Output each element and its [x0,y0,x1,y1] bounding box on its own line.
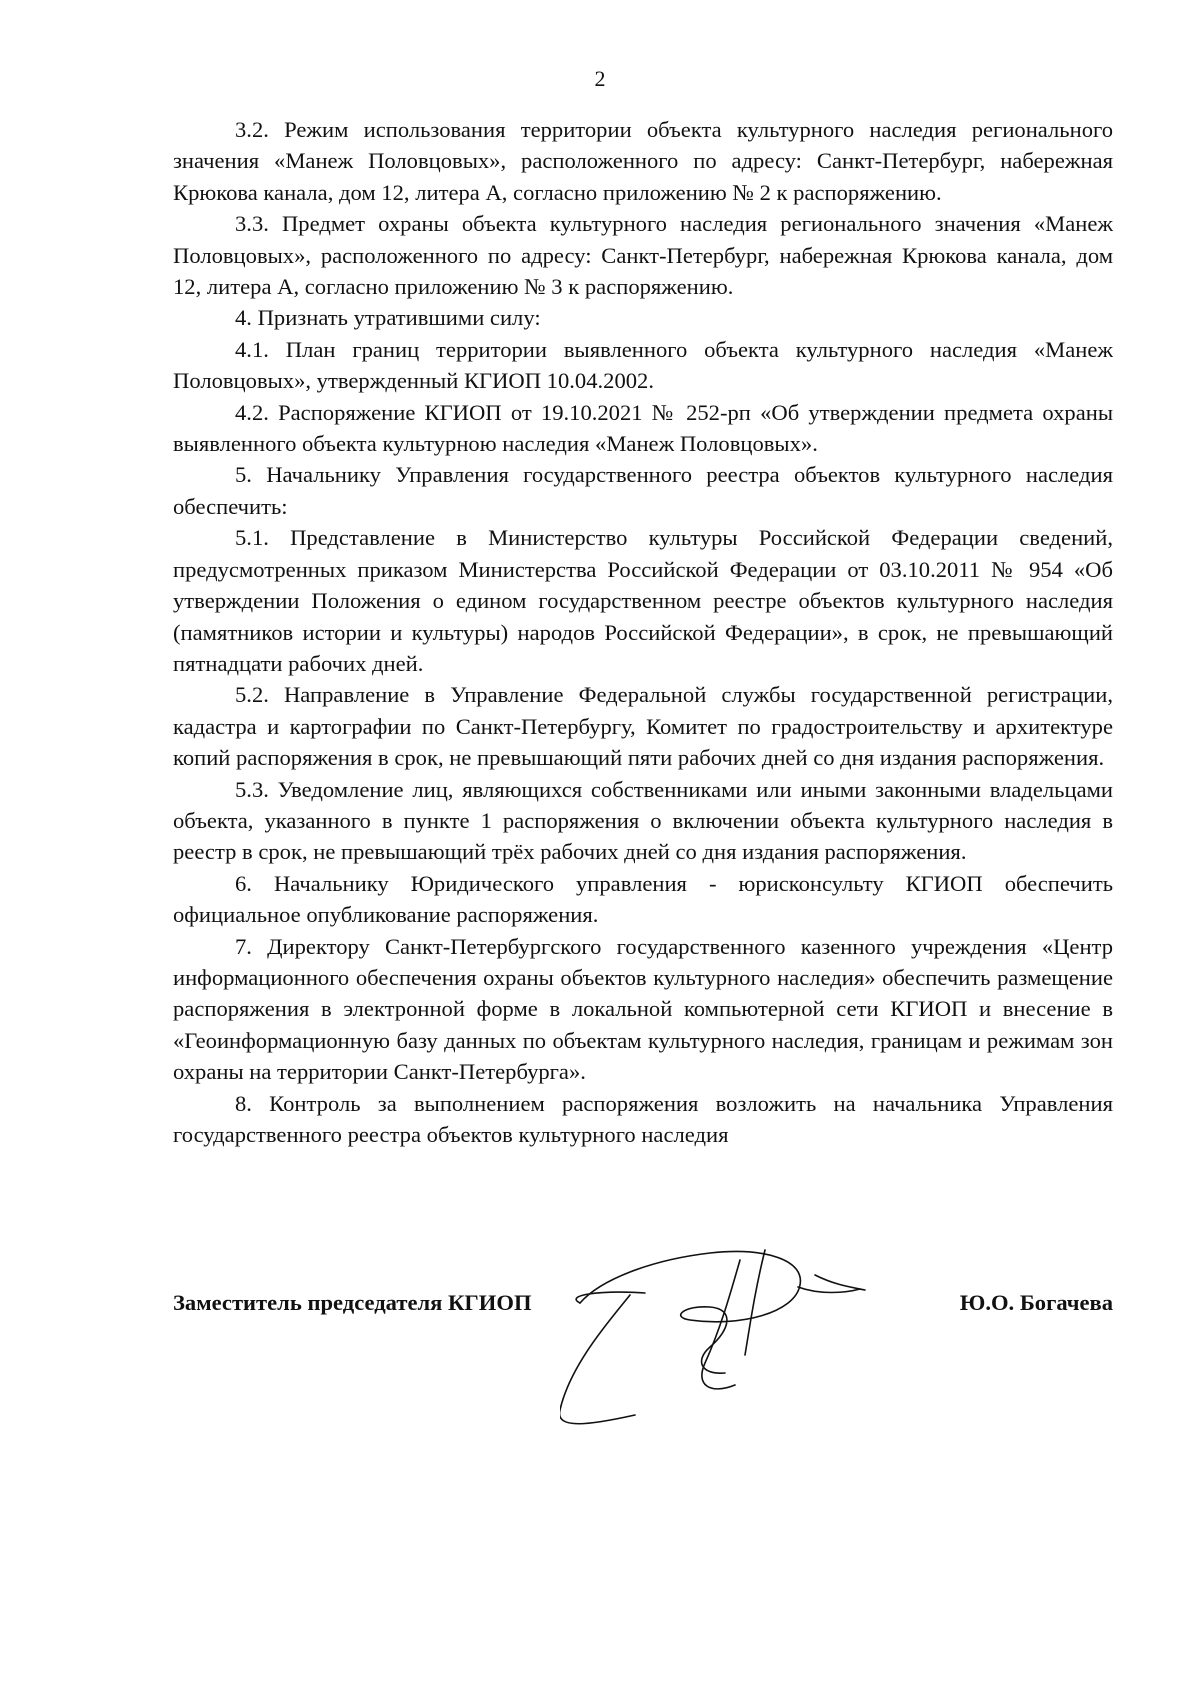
paragraph-5: 5. Начальнику Управления государственного реестра объектов культурного наследия обеспечить: [173,462,1113,519]
signatory-position: Заместитель председателя КГИОП [173,1290,532,1315]
paragraph-8: 8. Контроль за выполнением распоряжения возложить на начальника Управления государственного реестра объектов культурного наследия [173,1090,1113,1147]
handwritten-signature [560,1235,920,1445]
paragraph-5-3: 5.3. Уведомление лиц, являющихся собственниками или иными законными владельцами объекта, указанного в пункте 1 распоряжения о включении объекта культурного наследия в реестр в срок, не превышающий трёх рабочих дней со дня издания распоряжения. [173,776,1113,865]
paragraph-5-2: 5.2. Направление в Управление Федеральной службы государственной регистрации, кадастра и картографии по Санкт-Петербургу, Комитет по градостроительству и архитектуре копий распоряжения в срок, не превышающий пяти рабочих дней со дня издания распоряжения. [173,682,1113,771]
document-body [173,114,1113,1150]
paragraph-3-3: 3.3. Предмет охраны объекта культурного наследия регионального значения «Манеж Половцовых», расположенного по адресу: Санкт-Петербург, набережная Крюкова канала, дом 12, литера А, согласно приложению № 3 к распоряжению. [173,211,1113,300]
page-number: 2 [594,66,606,91]
paragraph-4-1: 4.1. План границ территории выявленного объекта культурного наследия «Манеж Половцовых», утвержденный КГИОП 10.04.2002. [173,336,1113,394]
signatory-name: Ю.О. Богачева [959,1290,1113,1315]
paragraph-4: 4. Признать утратившими силу: [235,305,541,331]
paragraph-3-2: 3.2. Режим использования территории объекта культурного наследия регионального значения «Манеж Половцовых», расположенного по адресу: Санкт-Петербург, набережная Крюкова канала, дом 12, литера А, согласно приложению № 2 к распоряжению. [173,117,1113,205]
paragraph-7: 7. Директору Санкт-Петербургского государственного казенного учреждения «Центр информационного обеспечения охраны объектов культурного наследия» обеспечить размещение распоряжения в электронной форме в локальной компьютерной сети КГИОП и внесение в «Геоинформационную базу данных по объектам культурного наследия, границам и режимам зон охраны на территории Санкт-Петербурга». [173,933,1113,1085]
paragraph-6: 6. Начальнику Юридического управления - юрисконсульту КГИОП обеспечить официальное опубликование распоряжения. [173,870,1113,928]
paragraph-5-1: 5.1. Представление в Министерство культуры Российской Федерации сведений, предусмотренных приказом Министерства Российской Федерации от 03.10.2011 № 954 «Об утверждении Положения о едином государственном реестре объектов культурного наследия (памятников истории и культуры) народов Российской Федерации», в срок, не превышающий пятнадцати рабочих дней. [173,525,1113,676]
paragraph-4-2: 4.2. Распоряжение КГИОП от 19.10.2021 № 252-рп «Об утверждении предмета охраны выявленного объекта культурною наследия «Манеж Половцовых». [173,399,1113,457]
